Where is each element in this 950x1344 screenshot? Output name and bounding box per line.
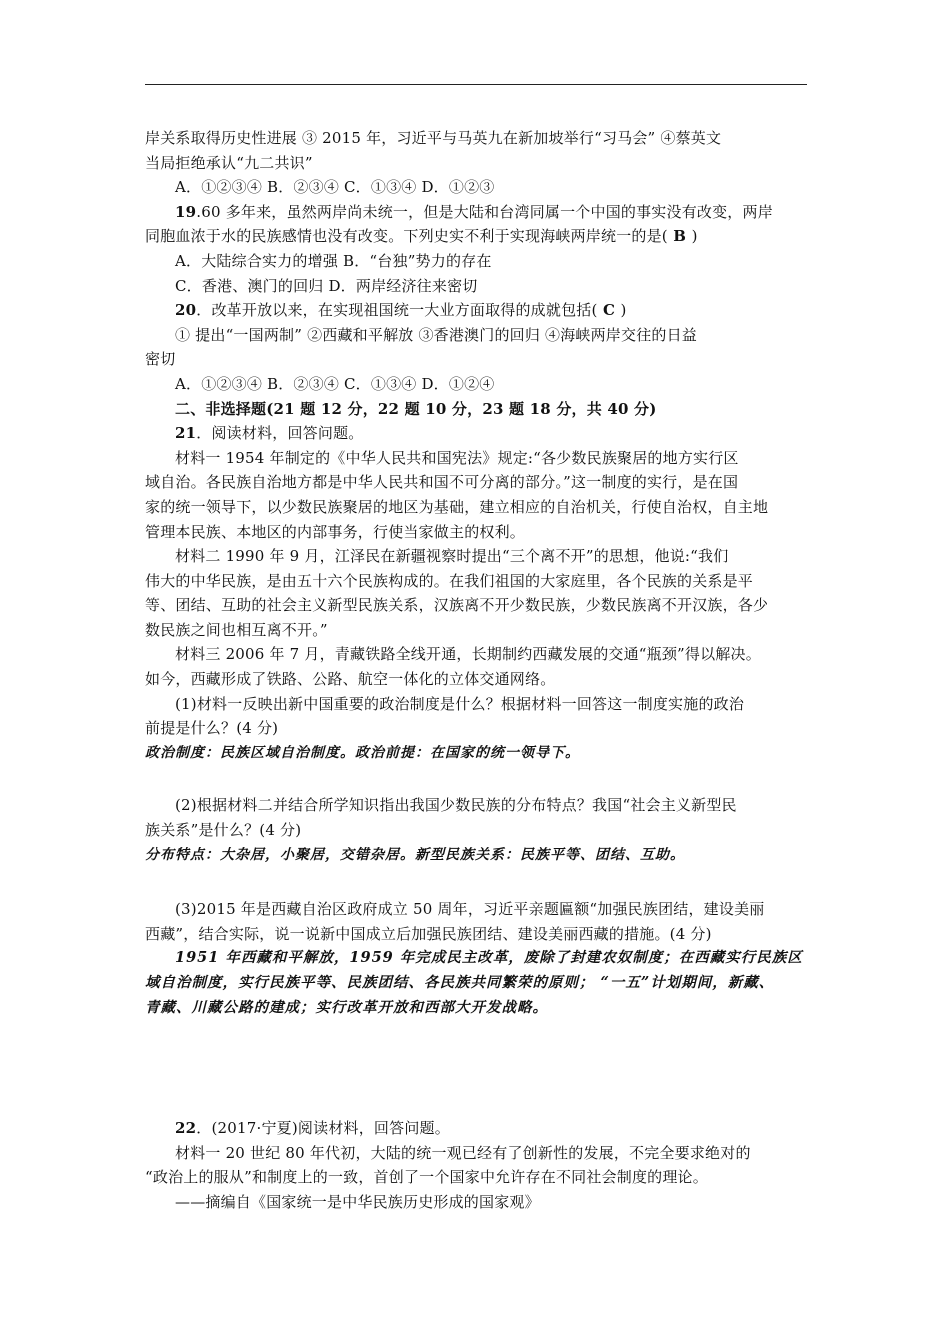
q21-answer-3-line: 青藏、川藏公路的建成；实行改革开放和西部大开发战略。 bbox=[145, 998, 548, 1016]
q19-stem-text: .60 多年来，虽然两岸尚未统一，但是大陆和台湾同属一个中国的事实没有改变，两岸 bbox=[196, 202, 773, 221]
q19-paren: ) bbox=[691, 227, 698, 246]
q19-stem-line-1 bbox=[145, 200, 807, 225]
q21-sub1-line: 前提是什么？(4 分) bbox=[145, 719, 279, 738]
q19-options-1: A．大陆综合实力的增强 B．“台独”势力的存在 bbox=[175, 251, 492, 270]
q21-material-2-line: 材料二 1990 年 9 月，江泽民在新疆视察时提出“三个离不开”的思想，他说:“我们 bbox=[175, 547, 729, 566]
q21-material-1-line: 管理本民族、本地区的内部事务，行使当家做主的权利。 bbox=[145, 522, 526, 541]
q19-number: 19 bbox=[175, 202, 197, 221]
q21-sub2-line: (2)根据材料二并结合所学知识指出我国少数民族的分布特点？我国“社会主义新型民 bbox=[175, 796, 737, 815]
header-rule bbox=[145, 84, 807, 85]
q21-intro-text: ．阅读材料，回答问题。 bbox=[196, 424, 364, 443]
q22-intro-text: ．(2017·宁夏)阅读材料，回答问题。 bbox=[196, 1119, 450, 1138]
q21-material-3-line: 材料三 2006 年 7 月，青藏铁路全线开通，长期制约西藏发展的交通“瓶颈”得以解决。 bbox=[175, 645, 761, 664]
section-heading: 二、非选择题(21 题 12 分，22 题 10 分，23 题 18 分，共 40 分) bbox=[175, 399, 657, 418]
document-page bbox=[145, 126, 807, 1215]
q19-stem-line-2 bbox=[145, 224, 807, 249]
q22-material-1-line: 材料一 20 世纪 80 年代初，大陆的统一观已经有了创新性的发展，不完全要求绝对的 bbox=[175, 1143, 751, 1162]
q18-continued-line-1: 岸关系取得历史性进展 ③ 2015 年，习近平与马英九在新加坡举行“习马会” ④蔡英文 bbox=[145, 129, 722, 147]
q21-sub1-line: (1)材料一反映出新中国重要的政治制度是什么？根据材料一回答这一制度实施的政治 bbox=[175, 694, 745, 713]
q21-sub2-line: 族关系”是什么？(4 分) bbox=[145, 821, 302, 840]
q21-material-2-line: 数民族之间也相互离不开。” bbox=[145, 620, 328, 639]
q21-material-3-line: 如今，西藏形成了铁路、公路、航空一体化的立体交通网络。 bbox=[145, 670, 556, 689]
q20-stem-text: ．改革开放以来，在实现祖国统一大业方面取得的成就包括( bbox=[196, 301, 598, 320]
q22-number: 22 bbox=[175, 1119, 197, 1138]
q21-answer-1: 政治制度：民族区域自治制度。政治前提：在国家的统一领导下。 bbox=[145, 744, 580, 761]
q21-answer-3-line: 1951 年西藏和平解放，1959 年完成民主改革，废除了封建农奴制度；在西藏实行民族区 bbox=[175, 949, 803, 967]
q19-options-2: C．香港、澳门的回归 D．两岸经济往来密切 bbox=[175, 276, 478, 295]
q21-sub3-line: (3)2015 年是西藏自治区政府成立 50 周年，习近平亲题匾额“加强民族团结，建设美丽 bbox=[175, 900, 765, 919]
q21-material-2-line: 伟大的中华民族，是由五十六个民族构成的。在我们祖国的大家庭里，各个民族的关系是平 bbox=[145, 571, 754, 590]
q22-source: ——摘编自《国家统一是中华民族历史形成的国家观》 bbox=[175, 1192, 540, 1211]
q22-intro bbox=[145, 1116, 807, 1141]
q19-stem-text-2: 同胞血浓于水的民族感情也没有改变。下列史实不利于实现海峡两岸统一的是( bbox=[145, 227, 668, 246]
q20-items-line-2: 密切 bbox=[145, 350, 176, 369]
q20-items-line-1: ① 提出“一国两制” ②西藏和平解放 ③香港澳门的回归 ④海峡两岸交往的日益 bbox=[175, 325, 698, 344]
q20-stem bbox=[145, 298, 807, 323]
q21-sub3-line: 西藏”，结合实际，说一说新中国成立后加强民族团结、建设美丽西藏的措施。(4 分) bbox=[145, 924, 712, 943]
q21-number: 21 bbox=[175, 424, 197, 443]
q19-answer: B bbox=[667, 227, 692, 246]
q22-material-1-line: “政治上的服从”和制度上的一致，首创了一个国家中允许存在不同社会制度的理论。 bbox=[145, 1168, 708, 1187]
q21-material-1-line: 域自治。各民族自治地方都是中华人民共和国不可分离的部分。”这一制度的实行，是在国 bbox=[145, 473, 739, 492]
q21-material-1-line: 材料一 1954 年制定的《中华人民共和国宪法》规定:“各少数民族聚居的地方实行区 bbox=[175, 448, 739, 467]
q21-answer-3-line: 域自治制度，实行民族平等、民族团结、各民族共同繁荣的原则； “一五”计划期间，新藏、 bbox=[145, 974, 775, 991]
q20-number: 20 bbox=[175, 301, 197, 320]
q20-answer: C bbox=[597, 301, 621, 320]
q18-continued-line-2: 当局拒绝承认“九二共识” bbox=[145, 153, 313, 172]
q20-options: A．①②③④ B．②③④ C．①③④ D．①②④ bbox=[175, 374, 495, 393]
q21-material-1-line: 家的统一领导下，以少数民族聚居的地区为基础，建立相应的自治机关，行使自治权，自主地 bbox=[145, 497, 769, 516]
q21-intro bbox=[145, 421, 807, 446]
q18-options: A．①②③④ B．②③④ C．①③④ D．①②③ bbox=[175, 178, 495, 197]
q21-answer-2: 分布特点：大杂居，小聚居，交错杂居。新型民族关系：民族平等、团结、互助。 bbox=[145, 846, 685, 863]
q20-paren: ) bbox=[620, 301, 627, 320]
q21-material-2-line: 等、团结、互助的社会主义新型民族关系，汉族离不开少数民族，少数民族离不开汉族，各少 bbox=[145, 596, 769, 615]
